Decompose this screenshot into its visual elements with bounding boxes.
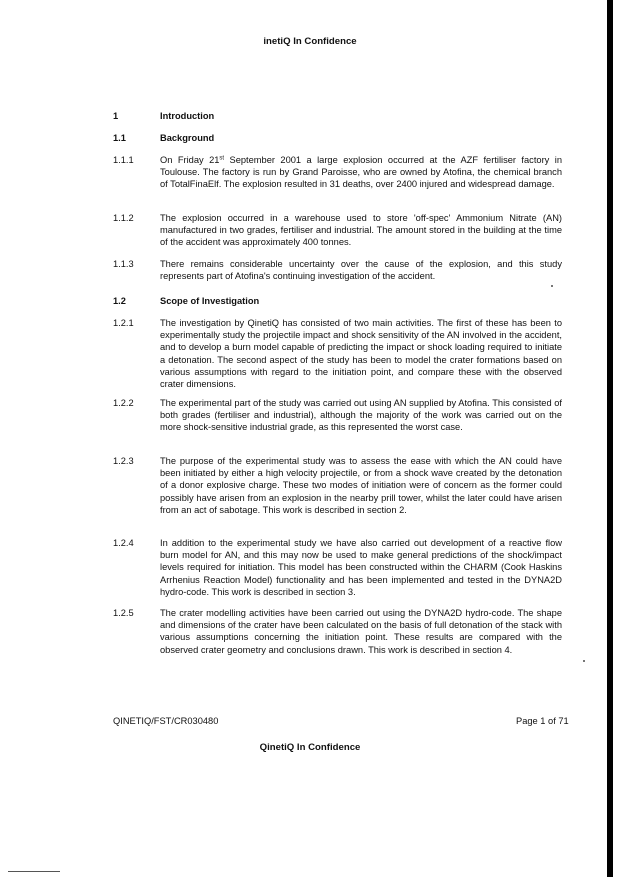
section-number: 1 bbox=[113, 111, 119, 121]
paragraph-text: The purpose of the experimental study was to assess the ease with which the AN could have been initiated by either a high velocity projectile, or from a shock wave created by the detonation of a donor explosive charge. These two modes of initiation were of concern as the former could possibly have arisen from an explosion in the nearby prill tower, whilst the later could have arisen from an act of sabotage. This work is described in section 2. bbox=[160, 456, 562, 515]
scan-speck bbox=[583, 660, 585, 662]
paragraph-1-1-1 bbox=[113, 154, 562, 191]
paragraph-1-1-2 bbox=[113, 212, 562, 249]
paragraph-number: 1.2.4 bbox=[113, 538, 134, 548]
paragraph-text-rest: September 2001 a large explosion occurred at the AZF fertiliser factory in Toulouse. The factory is run by Grand Paroisse, who are owned by Atofina, the chemical branch of TotalFinaElf. The explosion resulted in 31 deaths, over 2400 injured and widespread damage. bbox=[160, 155, 562, 190]
paragraph-1-2-3 bbox=[113, 455, 562, 516]
paragraph-1-2-5 bbox=[113, 607, 562, 656]
paragraph-1-1-3 bbox=[113, 258, 562, 282]
footer-confidentiality: QinetiQ In Confidence bbox=[259, 742, 361, 753]
ordinal-suffix: st bbox=[219, 155, 225, 162]
paragraph-text: There remains considerable uncertainty over the cause of the explosion, and this study represents part of Atofina's continuing investigation of the accident. bbox=[160, 259, 562, 282]
paragraph-text: The crater modelling activities have been carried out using the DYNA2D hydro-code. The shape and dimensions of the crater have been calculated on the basis of full detonation of the stack with various assumptions concerning the initiation point. These results are compared with the observed crater geometry and conclusions drawn. This work is described in section 4. bbox=[160, 608, 562, 655]
page-number: Page 1 of 71 bbox=[516, 716, 569, 726]
paragraph-number: 1.2.5 bbox=[113, 608, 134, 618]
paragraph-number: 1.2.2 bbox=[113, 398, 134, 408]
paragraph-number: 1.2.3 bbox=[113, 456, 134, 466]
paragraph-text-start: On Friday 21 bbox=[160, 155, 220, 165]
paragraph-1-2-1 bbox=[113, 317, 562, 390]
paragraph-text: In addition to the experimental study we have also carried out development of a reactive flow burn model for AN, and this may now be used to make general predictions of the shock/impact levels required for initiation. This model has been constructed within the CHARM (Cook Haskins Arrhenius Reaction Model) functionality and has been implemented and tested in the DYNA2D hydro-code. This work is described in section 3. bbox=[160, 538, 562, 597]
scan-mark bbox=[8, 871, 60, 872]
paragraph-1-2-4 bbox=[113, 537, 562, 598]
paragraph-1-2-2 bbox=[113, 397, 562, 434]
section-number: 1.2 bbox=[113, 296, 126, 306]
paragraph-text: The experimental part of the study was carried out using AN supplied by Atofina. This consisted of both grades (fertiliser and industrial), although the majority of the work was carried out on the more shock-sensitive industrial grade, as this represented the worst case. bbox=[160, 398, 562, 433]
paragraph-number: 1.1.1 bbox=[113, 155, 134, 165]
section-heading-1-2 bbox=[113, 295, 562, 307]
section-number: 1.1 bbox=[113, 133, 126, 143]
section-title: Scope of Investigation bbox=[160, 296, 260, 306]
scan-speck bbox=[551, 285, 553, 287]
paragraph-text bbox=[160, 154, 562, 191]
paragraph-text: The investigation by QinetiQ has consisted of two main activities. The first of these has been to experimentally study the projectile impact and shock sensitivity of the AN involved in the accident, and to develop a burn model capable of predicting the impact or shock loading required to initiate a detonation. The second aspect of the study has been to model the crater formations based on various assumptions with regard to the initiation point, and compare these with the observed crater dimensions. bbox=[160, 318, 562, 390]
paragraph-number: 1.1.3 bbox=[113, 259, 134, 269]
section-title: Background bbox=[160, 133, 215, 143]
header-confidentiality: inetiQ In Confidence bbox=[263, 36, 357, 47]
paragraph-text: The explosion occurred in a warehouse used to store 'off-spec' Ammonium Nitrate (AN) manufactured in two grades, fertiliser and industrial. The amount stored in the building at the time of the accident was approximately 400 tonnes. bbox=[160, 213, 562, 248]
section-heading-1 bbox=[113, 110, 562, 122]
section-title: Introduction bbox=[160, 111, 215, 121]
paragraph-number: 1.1.2 bbox=[113, 213, 134, 223]
paragraph-number: 1.2.1 bbox=[113, 318, 134, 328]
document-reference: QINETIQ/FST/CR030480 bbox=[113, 716, 219, 726]
section-heading-1-1 bbox=[113, 132, 562, 144]
